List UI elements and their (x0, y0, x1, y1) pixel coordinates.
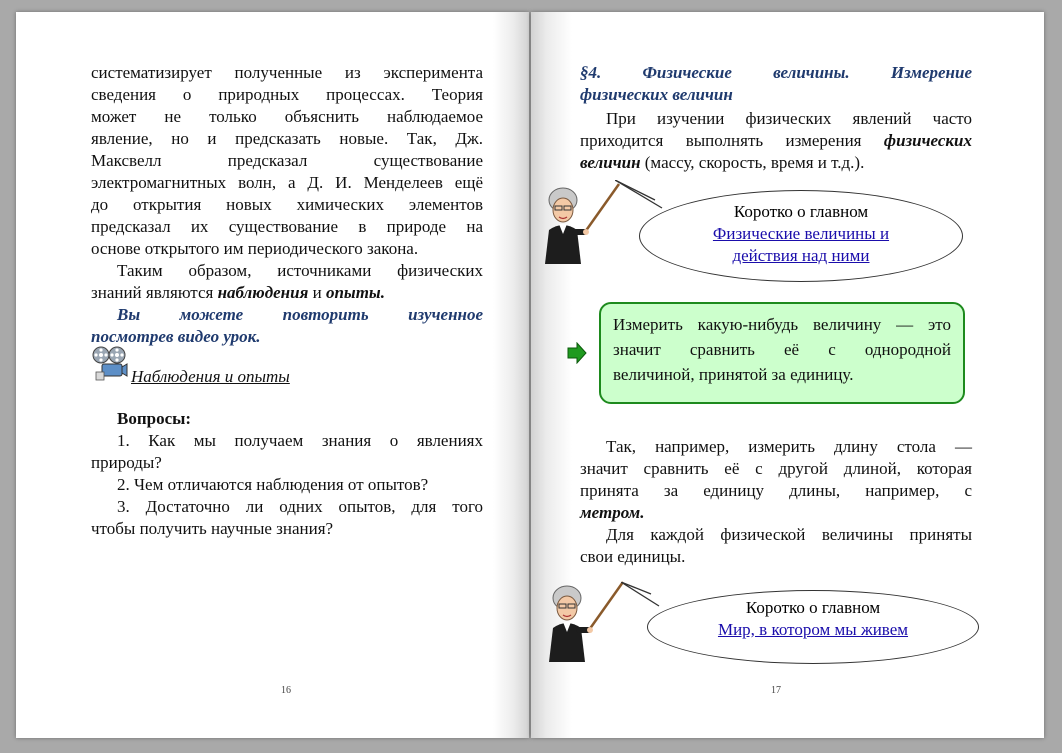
example-line2: значит сравнить её с другой длиной, которая (580, 459, 972, 478)
bubble-title: Коротко о главном (733, 202, 869, 221)
bold-term: величин (580, 153, 641, 172)
intro-line3 (580, 152, 864, 174)
teacher-pointer-icon (539, 180, 621, 266)
page-left (16, 12, 529, 738)
summary-bubble-1 (639, 190, 963, 282)
section-heading-line2: физических величин (580, 85, 733, 104)
definition-line: Измерить какую-нибудь величину — это (613, 315, 951, 334)
question-3-line1: 3. Достаточно ли одних опытов, для того (117, 497, 483, 516)
text-line: до открытия новых химических элементов (91, 195, 483, 214)
definition-box (599, 302, 965, 404)
text-line: Максвелл предсказал существование (91, 151, 483, 170)
text-line: сведения о природных процессах. Теория (91, 85, 483, 104)
question-2: 2. Чем отличаются наблюдения от опытов? (117, 475, 429, 494)
paragraph-sources-line1: Таким образом, источниками физических (117, 261, 483, 280)
paragraph-theory (91, 62, 483, 238)
question-1-line1: 1. Как мы получаем знания о явлениях (117, 431, 483, 450)
bubble-pointer-icon (621, 582, 661, 610)
text-line: может не только объяснить наблюдаемое (91, 107, 483, 126)
link-world-we-live-in[interactable]: Мир, в котором мы живем (717, 620, 909, 639)
bubble-pointer-icon (615, 180, 663, 210)
video-prompt-line2: посмотрев видео урок. (91, 327, 261, 346)
intro-line2 (580, 130, 972, 152)
text-line: явление, но и предсказать новые. Так, Дж. (91, 129, 483, 148)
page-right (531, 12, 1044, 738)
example-line1: Так, например, измерить длину стола — (606, 437, 972, 456)
text-fragment: и (308, 283, 326, 302)
paragraph-sources-line2 (91, 282, 483, 304)
example-term-meter: метром. (580, 503, 645, 522)
bold-term: наблюдения (217, 283, 309, 302)
text-line: систематизирует полученные из эксперимента (91, 63, 483, 82)
text-fragment: приходится выполнять измерения (580, 131, 884, 150)
paragraph-theory-last: основе открытого им периодического закона. (91, 239, 419, 258)
question-1-line2: природы? (91, 453, 162, 472)
link-physical-quantities[interactable] (713, 223, 889, 267)
summary-bubble-2 (647, 590, 979, 664)
teacher-pointer-icon (543, 578, 625, 664)
units-line1: Для каждой физической величины приняты (606, 525, 972, 544)
text-fragment: знаний являются (91, 283, 218, 302)
film-reel-icon (92, 346, 128, 382)
text-line: электромагнитных волн, а Д. И. Менделеев ещё (91, 173, 483, 192)
units-line2: свои единицы. (580, 547, 686, 566)
link-line: действия над ними (732, 246, 870, 265)
bubble-title: Коротко о главном (745, 598, 881, 617)
video-prompt-line1: Вы можете повторить изученное (117, 305, 483, 324)
bold-term: физических (883, 131, 972, 150)
green-arrow-right-icon (567, 342, 587, 364)
text-fragment: (массу, скорость, время и т.д.). (640, 153, 865, 172)
page-number: 16 (281, 685, 291, 696)
page-number: 17 (771, 685, 781, 696)
definition-line: значит сравнить её с однородной (613, 340, 951, 359)
example-line3: принята за единицу длины, например, с (580, 481, 972, 500)
questions-title: Вопросы: (117, 409, 192, 428)
section-heading-line1: §4. Физические величины. Измерение (580, 63, 972, 82)
intro-line1: При изучении физических явлений часто (606, 109, 972, 128)
link-line: Физические величины и (712, 224, 890, 243)
text-line: предсказал их существование в природе на (91, 217, 483, 236)
question-3-line2: чтобы получить научные знания? (91, 519, 334, 538)
video-link-observations[interactable]: Наблюдения и опыты (131, 367, 290, 386)
bold-term: опыты. (325, 283, 385, 302)
definition-line: величиной, принятой за единицу. (613, 365, 854, 384)
